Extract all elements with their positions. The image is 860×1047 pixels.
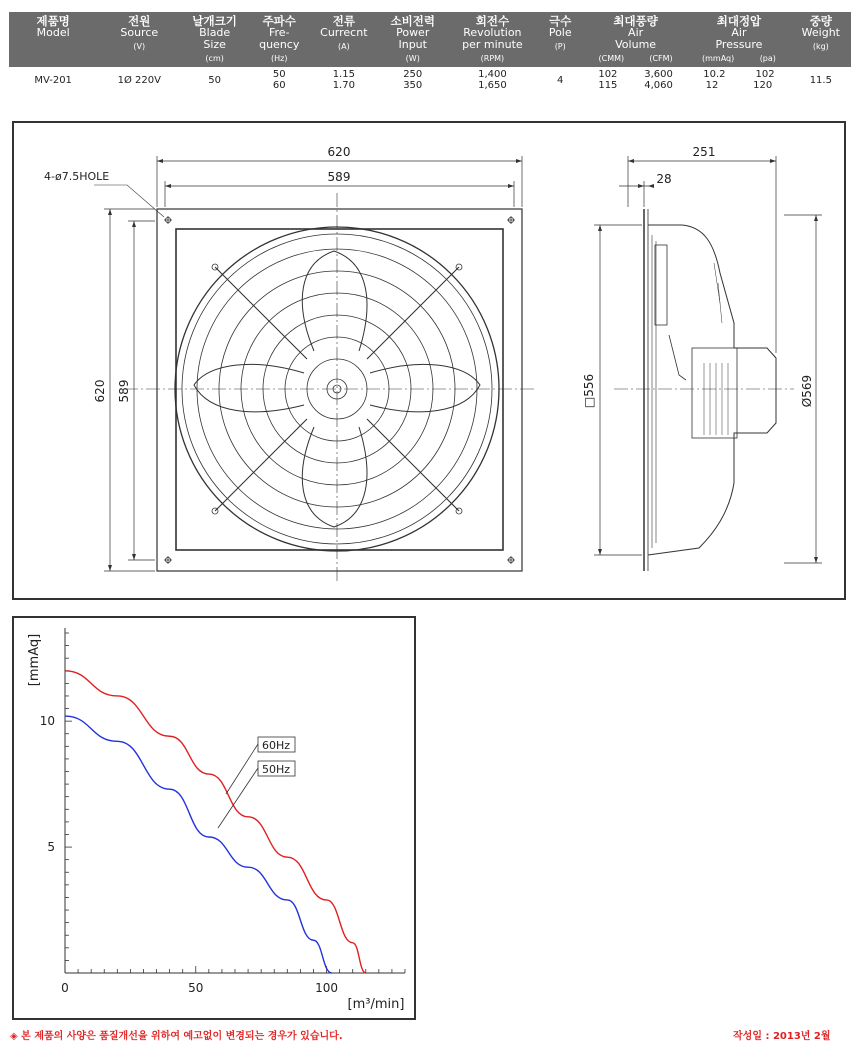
technical-drawing-panel	[12, 121, 846, 600]
footer-date: 작성일 : 2013년 2월	[733, 1031, 831, 1042]
header-rpm: 회전수 Revolution per minute (RPM)	[448, 12, 536, 67]
y-tick-label: 5	[47, 840, 55, 855]
header-power: 소비전력 Power Input (W)	[377, 12, 448, 67]
cell-source: 1Ø 220V	[117, 74, 161, 86]
footer-note: ◈ 본 제품의 사양은 품질개선을 위하여 예고없이 변경되는 경우가 있습니다.	[10, 1031, 343, 1042]
series-line-60hz	[65, 671, 366, 973]
legend-label-50hz	[258, 761, 295, 776]
performance-chart-panel	[12, 616, 416, 1020]
svg-text:50Hz: 50Hz	[261, 763, 291, 776]
cell-current: 1.15 1.70	[332, 69, 355, 91]
dim-outer-height: 620	[93, 379, 107, 403]
spec-table	[9, 12, 851, 93]
cell-model: MV-201	[34, 74, 72, 86]
dim-side-flange: 28	[656, 172, 672, 186]
cell-frequency: 50 60	[272, 69, 286, 91]
chart-y-axis-label: [mmAq]	[27, 633, 42, 687]
header-pole: 극수 Pole (P)	[537, 12, 584, 67]
dim-inner-height: 589	[117, 379, 131, 403]
cell-rpm: 1,400 1,650	[478, 69, 507, 91]
x-tick-label: 0	[61, 981, 69, 995]
leader-50hz	[218, 768, 258, 828]
series-line-50hz	[65, 716, 332, 973]
header-air-volume: 최대풍량 Air Volume (CMM) (CFM)	[584, 12, 687, 67]
dim-outer-width: 620	[327, 145, 351, 159]
dim-side-depth: 251	[692, 145, 716, 159]
dim-inner-width: 589	[327, 170, 351, 184]
svg-text:60Hz: 60Hz	[261, 739, 291, 752]
table-row	[9, 67, 851, 93]
dim-side-square: □556	[582, 373, 596, 409]
dim-side-diameter: Ø569	[800, 374, 814, 408]
leader-60hz	[226, 744, 258, 794]
hole-note: 4-ø7.5HOLE	[44, 170, 110, 183]
technical-drawing	[14, 123, 844, 598]
header-model: 제품명 Model	[9, 12, 97, 67]
x-tick-label: 50	[188, 981, 204, 995]
legend-label-60hz	[258, 737, 295, 752]
x-tick-label: 100	[315, 981, 338, 995]
cell-air-volume: 102 3,600 115 4,060	[598, 69, 673, 91]
cell-blade: 50	[208, 74, 221, 86]
table-header-row	[9, 12, 851, 67]
chart-x-axis-label: [m³/min]	[347, 997, 405, 1012]
header-frequency: 주파수 Fre- quency (Hz)	[248, 12, 310, 67]
performance-chart	[14, 618, 414, 1018]
cell-power: 250 350	[403, 69, 423, 91]
cell-weight: 11.5	[809, 74, 832, 86]
cell-air-pressure: 10.2 102 12 120	[703, 69, 775, 91]
header-weight: 중량 Weight (kg)	[791, 12, 851, 67]
header-source: 전원 Source (V)	[97, 12, 181, 67]
header-air-pressure: 최대정압 Air Pressure (mmAq) (pa)	[687, 12, 790, 67]
header-current: 전류 Currecnt (A)	[310, 12, 377, 67]
cell-pole: 4	[557, 74, 564, 86]
header-blade: 날개크기 Blade Size (cm)	[181, 12, 248, 67]
y-tick-label: 10	[39, 714, 55, 729]
